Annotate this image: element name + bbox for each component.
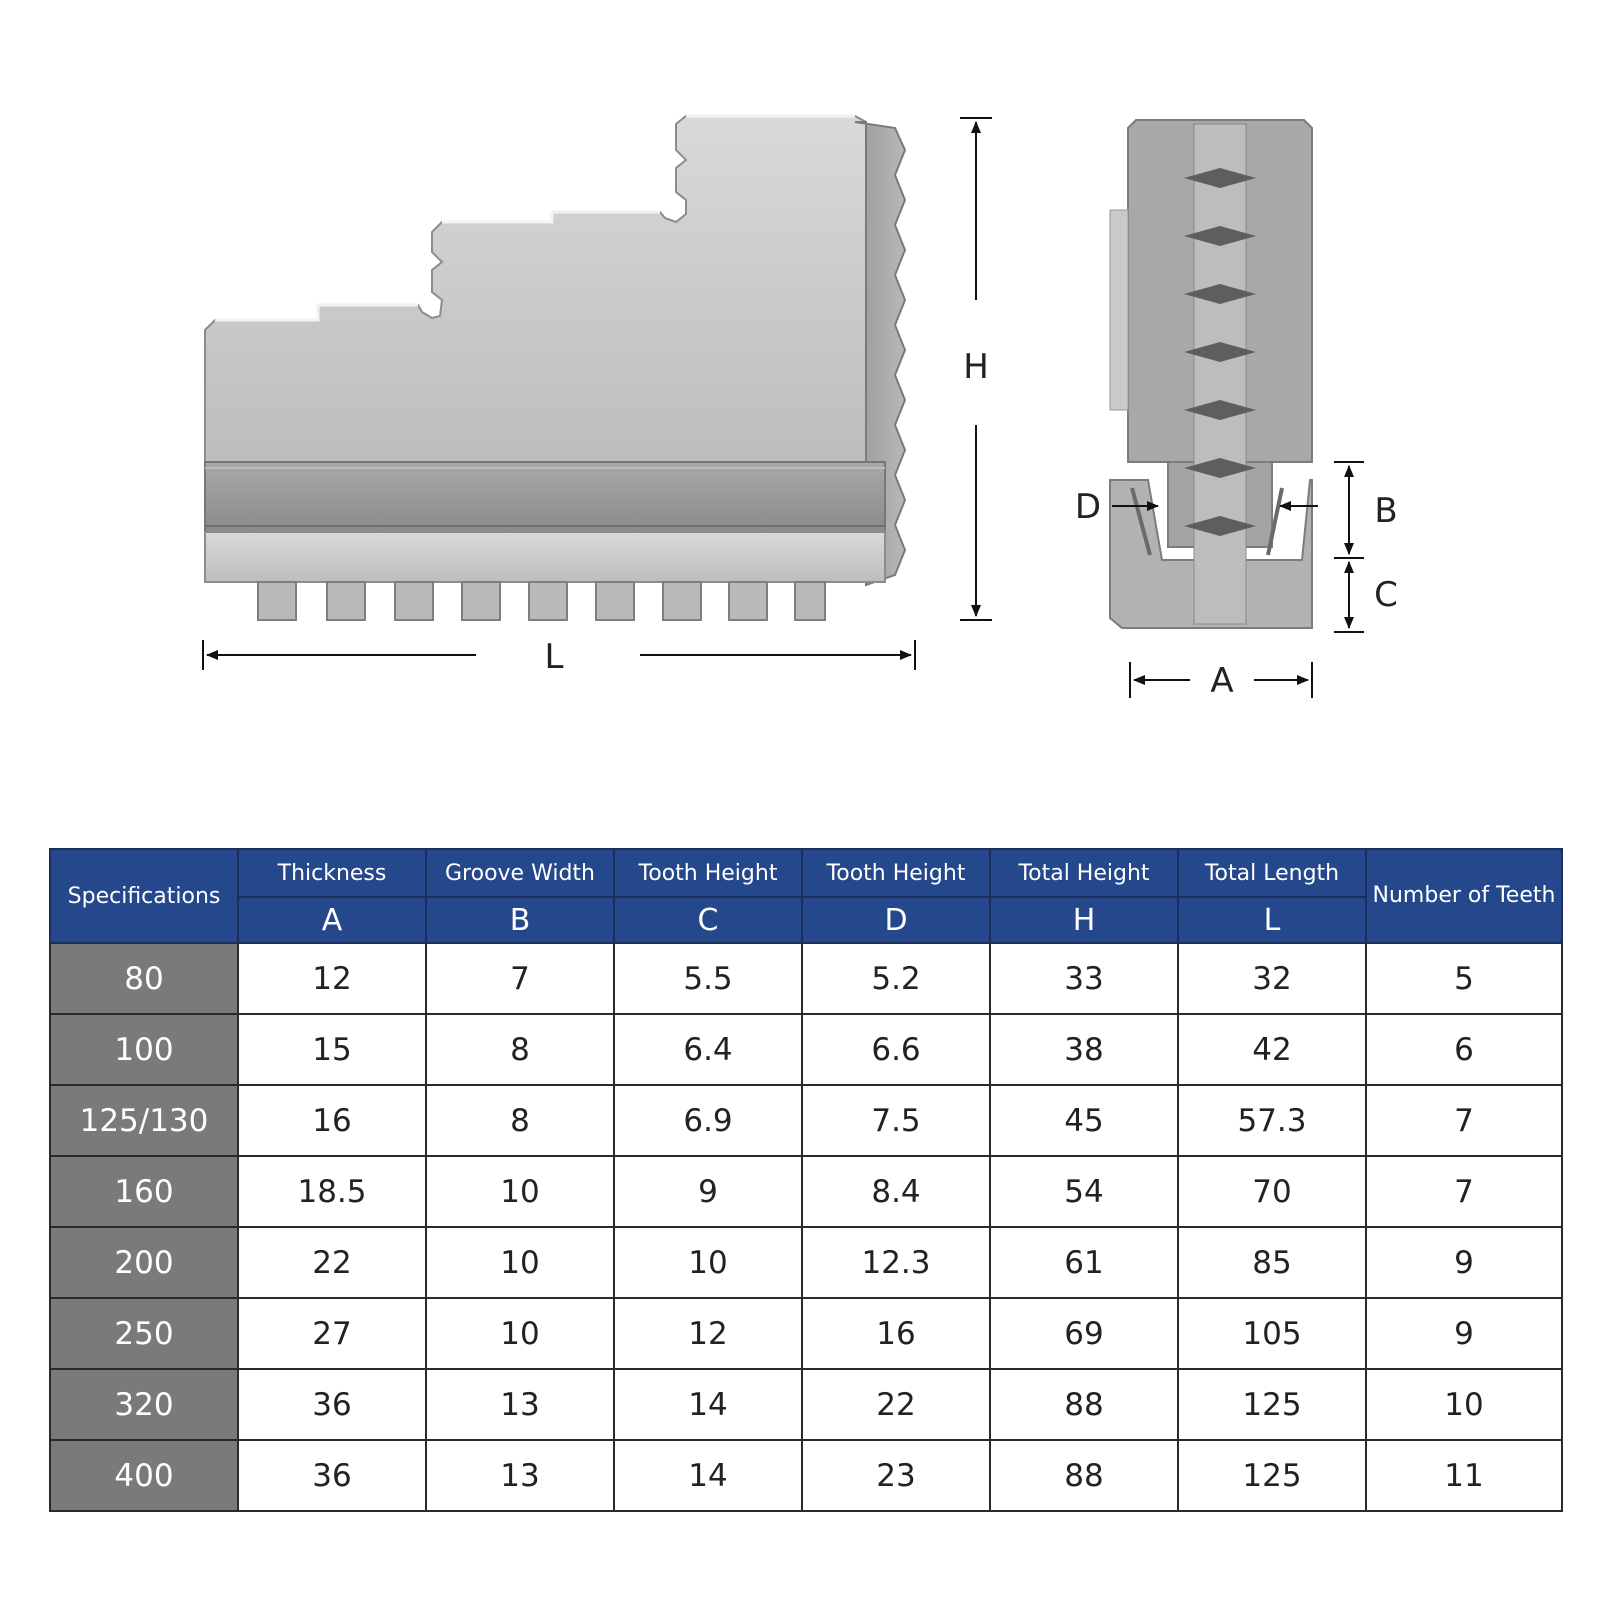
table-body xyxy=(50,943,1562,1511)
value-cell: 10 xyxy=(614,1227,802,1298)
header-letter-b: B xyxy=(426,897,614,943)
value-cell: 8.4 xyxy=(802,1156,990,1227)
value-cell: 70 xyxy=(1178,1156,1366,1227)
dimension-a xyxy=(1130,661,1312,701)
value-cell: 22 xyxy=(238,1227,426,1298)
header-tooth-height-c: Tooth Height xyxy=(614,849,802,897)
spec-cell: 320 xyxy=(50,1369,238,1440)
header-letter-a: A xyxy=(238,897,426,943)
value-cell: 36 xyxy=(238,1440,426,1511)
value-cell: 85 xyxy=(1178,1227,1366,1298)
value-cell: 125 xyxy=(1178,1369,1366,1440)
value-cell: 27 xyxy=(238,1298,426,1369)
value-cell: 10 xyxy=(426,1156,614,1227)
table-header-row-letters xyxy=(50,897,1562,943)
value-cell: 12 xyxy=(238,943,426,1014)
dimension-b-c xyxy=(1334,462,1398,632)
value-cell: 6.4 xyxy=(614,1014,802,1085)
dimension-label-d: D xyxy=(1074,487,1102,527)
table-header-row-names xyxy=(50,849,1562,897)
value-cell: 45 xyxy=(990,1085,1178,1156)
dimension-label-h: H xyxy=(963,347,989,387)
value-cell: 8 xyxy=(426,1085,614,1156)
value-cell: 125 xyxy=(1178,1440,1366,1511)
value-cell: 11 xyxy=(1366,1440,1562,1511)
header-number-of-teeth: Number of Teeth xyxy=(1366,849,1562,943)
header-letter-c: C xyxy=(614,897,802,943)
specification-table xyxy=(49,848,1563,1512)
spec-cell: 160 xyxy=(50,1156,238,1227)
jaw-stepped-body xyxy=(205,116,866,462)
value-cell: 16 xyxy=(238,1085,426,1156)
value-cell: 5 xyxy=(1366,943,1562,1014)
value-cell: 69 xyxy=(990,1298,1178,1369)
value-cell: 105 xyxy=(1178,1298,1366,1369)
table-row xyxy=(50,943,1562,1014)
spec-cell: 250 xyxy=(50,1298,238,1369)
value-cell: 7.5 xyxy=(802,1085,990,1156)
dimension-l xyxy=(203,637,915,677)
value-cell: 10 xyxy=(1366,1369,1562,1440)
value-cell: 5.5 xyxy=(614,943,802,1014)
spec-cell: 100 xyxy=(50,1014,238,1085)
table-row xyxy=(50,1156,1562,1227)
header-groove-width: Groove Width xyxy=(426,849,614,897)
value-cell: 7 xyxy=(426,943,614,1014)
header-total-length: Total Length xyxy=(1178,849,1366,897)
table-row xyxy=(50,1369,1562,1440)
dimension-label-c: C xyxy=(1374,575,1398,615)
value-cell: 18.5 xyxy=(238,1156,426,1227)
value-cell: 61 xyxy=(990,1227,1178,1298)
dimension-h xyxy=(960,118,992,620)
jaw-side-view xyxy=(205,116,905,620)
table-row xyxy=(50,1014,1562,1085)
value-cell: 15 xyxy=(238,1014,426,1085)
value-cell: 23 xyxy=(802,1440,990,1511)
value-cell: 32 xyxy=(1178,943,1366,1014)
header-thickness: Thickness xyxy=(238,849,426,897)
value-cell: 54 xyxy=(990,1156,1178,1227)
value-cell: 12 xyxy=(614,1298,802,1369)
value-cell: 7 xyxy=(1366,1156,1562,1227)
dimension-label-a: A xyxy=(1210,661,1234,701)
value-cell: 14 xyxy=(614,1440,802,1511)
spec-cell: 200 xyxy=(50,1227,238,1298)
header-total-height: Total Height xyxy=(990,849,1178,897)
value-cell: 57.3 xyxy=(1178,1085,1366,1156)
value-cell: 10 xyxy=(426,1227,614,1298)
value-cell: 42 xyxy=(1178,1014,1366,1085)
table-row xyxy=(50,1085,1562,1156)
spec-cell: 125/130 xyxy=(50,1085,238,1156)
header-specifications: Specifications xyxy=(50,849,238,943)
spec-cell: 80 xyxy=(50,943,238,1014)
value-cell: 22 xyxy=(802,1369,990,1440)
value-cell: 8 xyxy=(426,1014,614,1085)
spec-cell: 400 xyxy=(50,1440,238,1511)
dimension-label-b: B xyxy=(1374,491,1398,531)
table-row xyxy=(50,1298,1562,1369)
jaw-base-strip xyxy=(205,532,885,582)
value-cell: 88 xyxy=(990,1440,1178,1511)
value-cell: 36 xyxy=(238,1369,426,1440)
value-cell: 9 xyxy=(614,1156,802,1227)
jaw-middle-band xyxy=(205,462,885,532)
table-row xyxy=(50,1440,1562,1511)
value-cell: 9 xyxy=(1366,1298,1562,1369)
jaw-bottom-teeth xyxy=(258,582,825,620)
header-tooth-height-d: Tooth Height xyxy=(802,849,990,897)
header-letter-d: D xyxy=(802,897,990,943)
value-cell: 14 xyxy=(614,1369,802,1440)
value-cell: 16 xyxy=(802,1298,990,1369)
value-cell: 10 xyxy=(426,1298,614,1369)
header-letter-l: L xyxy=(1178,897,1366,943)
value-cell: 7 xyxy=(1366,1085,1562,1156)
value-cell: 5.2 xyxy=(802,943,990,1014)
value-cell: 6 xyxy=(1366,1014,1562,1085)
jaw-end-view xyxy=(1110,120,1312,628)
value-cell: 13 xyxy=(426,1440,614,1511)
table-row xyxy=(50,1227,1562,1298)
value-cell: 88 xyxy=(990,1369,1178,1440)
value-cell: 9 xyxy=(1366,1227,1562,1298)
value-cell: 13 xyxy=(426,1369,614,1440)
dimension-label-l: L xyxy=(544,637,564,677)
value-cell: 6.6 xyxy=(802,1014,990,1085)
value-cell: 33 xyxy=(990,943,1178,1014)
value-cell: 12.3 xyxy=(802,1227,990,1298)
value-cell: 38 xyxy=(990,1014,1178,1085)
header-letter-h: H xyxy=(990,897,1178,943)
value-cell: 6.9 xyxy=(614,1085,802,1156)
